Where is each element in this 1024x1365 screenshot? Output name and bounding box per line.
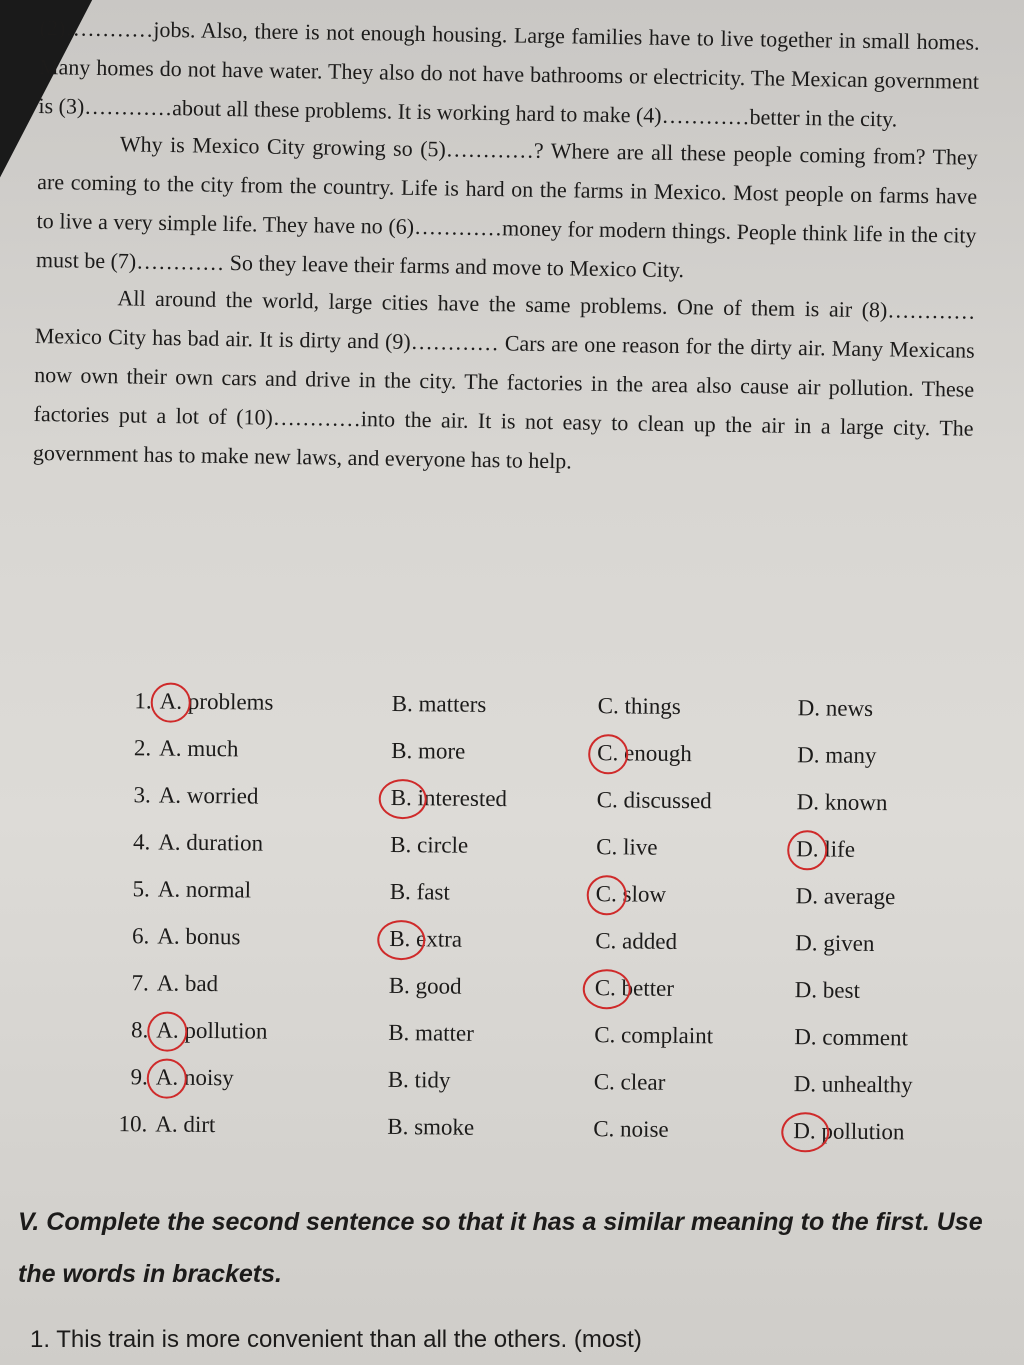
option-a: A. bad: [156, 970, 219, 996]
question-number: 9.: [130, 1063, 148, 1089]
question-row: [105, 1100, 975, 1156]
option-d: D. comment: [794, 1023, 909, 1050]
option-a: A. dirt: [155, 1110, 216, 1137]
question-number: 4.: [132, 828, 151, 854]
passage-paragraph: (2)…………jobs. Also, there is not enough housing. Large families have to live together in small homes. Many homes do not have water. They also do not have bathrooms or electricity. The Mexican government is (3)…………about all these problems. It is working hard to make (4)…………better in the city.: [38, 14, 980, 132]
option-a: A. normal: [157, 876, 252, 902]
option-c: C. live: [596, 833, 658, 860]
answer-options-list: [105, 677, 980, 1156]
option-a: A. much: [159, 735, 239, 761]
option-b: B. tidy: [387, 1066, 451, 1093]
option-b: B. fast: [389, 878, 450, 905]
question-number: 3.: [133, 781, 151, 807]
option-b: B. smoke: [387, 1113, 475, 1140]
section-v-heading: V. Complete the second sentence so that it has a similar meaning to the first. Use the words in brackets.: [18, 1208, 983, 1288]
option-b: B. more: [391, 737, 466, 764]
option-d: D. average: [795, 882, 896, 909]
option-a: A. noisy: [156, 1064, 388, 1092]
question-number: 1.: [134, 687, 152, 713]
question-number: 10.: [118, 1110, 148, 1136]
question-number: 8.: [130, 1016, 149, 1042]
option-a: A. worried: [158, 782, 259, 809]
option-b: B. circle: [390, 831, 469, 858]
option-d: D. best: [794, 976, 861, 1003]
option-c: C. discussed: [596, 786, 712, 813]
option-c: C. clear: [593, 1068, 666, 1095]
question-number: 6.: [131, 922, 150, 948]
question-number: 5.: [132, 875, 150, 901]
option-d: D. life: [796, 836, 966, 864]
option-d: D. pollution: [793, 1118, 963, 1146]
option-c: C. noise: [593, 1115, 669, 1142]
option-b: B. matters: [391, 690, 487, 717]
option-a: A. bonus: [157, 923, 241, 949]
option-b: B. good: [388, 972, 462, 999]
option-b: B. matter: [388, 1019, 475, 1046]
option-a: A. duration: [158, 829, 264, 856]
exercise-item: 1. This train is more convenient than all the others. (most): [30, 1326, 642, 1353]
option-c: C. enough: [597, 740, 797, 768]
option-d: D. news: [797, 694, 874, 721]
option-d: D. unhealthy: [793, 1070, 913, 1097]
passage-paragraph: Why is Mexico City growing so (5)…………? Where are all these people coming from? They are coming to the city from the country. Life is hard on the farms in Mexico. Most people on farms have to live a very simple life. They have no (6)…………money for modern things. People think life in the city must be (7)………… So they leave their farms and move to Mexico City.: [35, 131, 978, 283]
option-c: C. things: [597, 692, 681, 719]
option-d: D. given: [795, 929, 875, 956]
option-b: B. interested: [391, 784, 597, 812]
passage-paragraph: All around the world, large cities have the same problems. One of them is air (8)…………Mexico City has bad air. It is dirty and (9)………… Cars are one reason for the dirty air. Many Mexicans now own their own cars and drive in the city. The factories in the area also cause air pollution. These factories put a lot of (10)…………into the air. It is not easy to clean up the air in a large city. The government has to make new laws, and everyone has to help.: [32, 285, 976, 474]
option-c: C. complaint: [594, 1021, 714, 1048]
option-a: A. problems: [160, 688, 392, 716]
question-number: 2.: [133, 734, 152, 760]
option-a: A. pollution: [156, 1017, 388, 1045]
option-c: C. slow: [596, 881, 796, 909]
reading-passage: [33, 8, 980, 487]
option-d: D. known: [796, 788, 888, 815]
option-d: D. many: [797, 741, 877, 768]
option-c: C. added: [595, 927, 678, 954]
option-b: B. extra: [389, 925, 595, 953]
option-c: C. better: [595, 975, 795, 1003]
question-number: 7.: [131, 969, 149, 995]
